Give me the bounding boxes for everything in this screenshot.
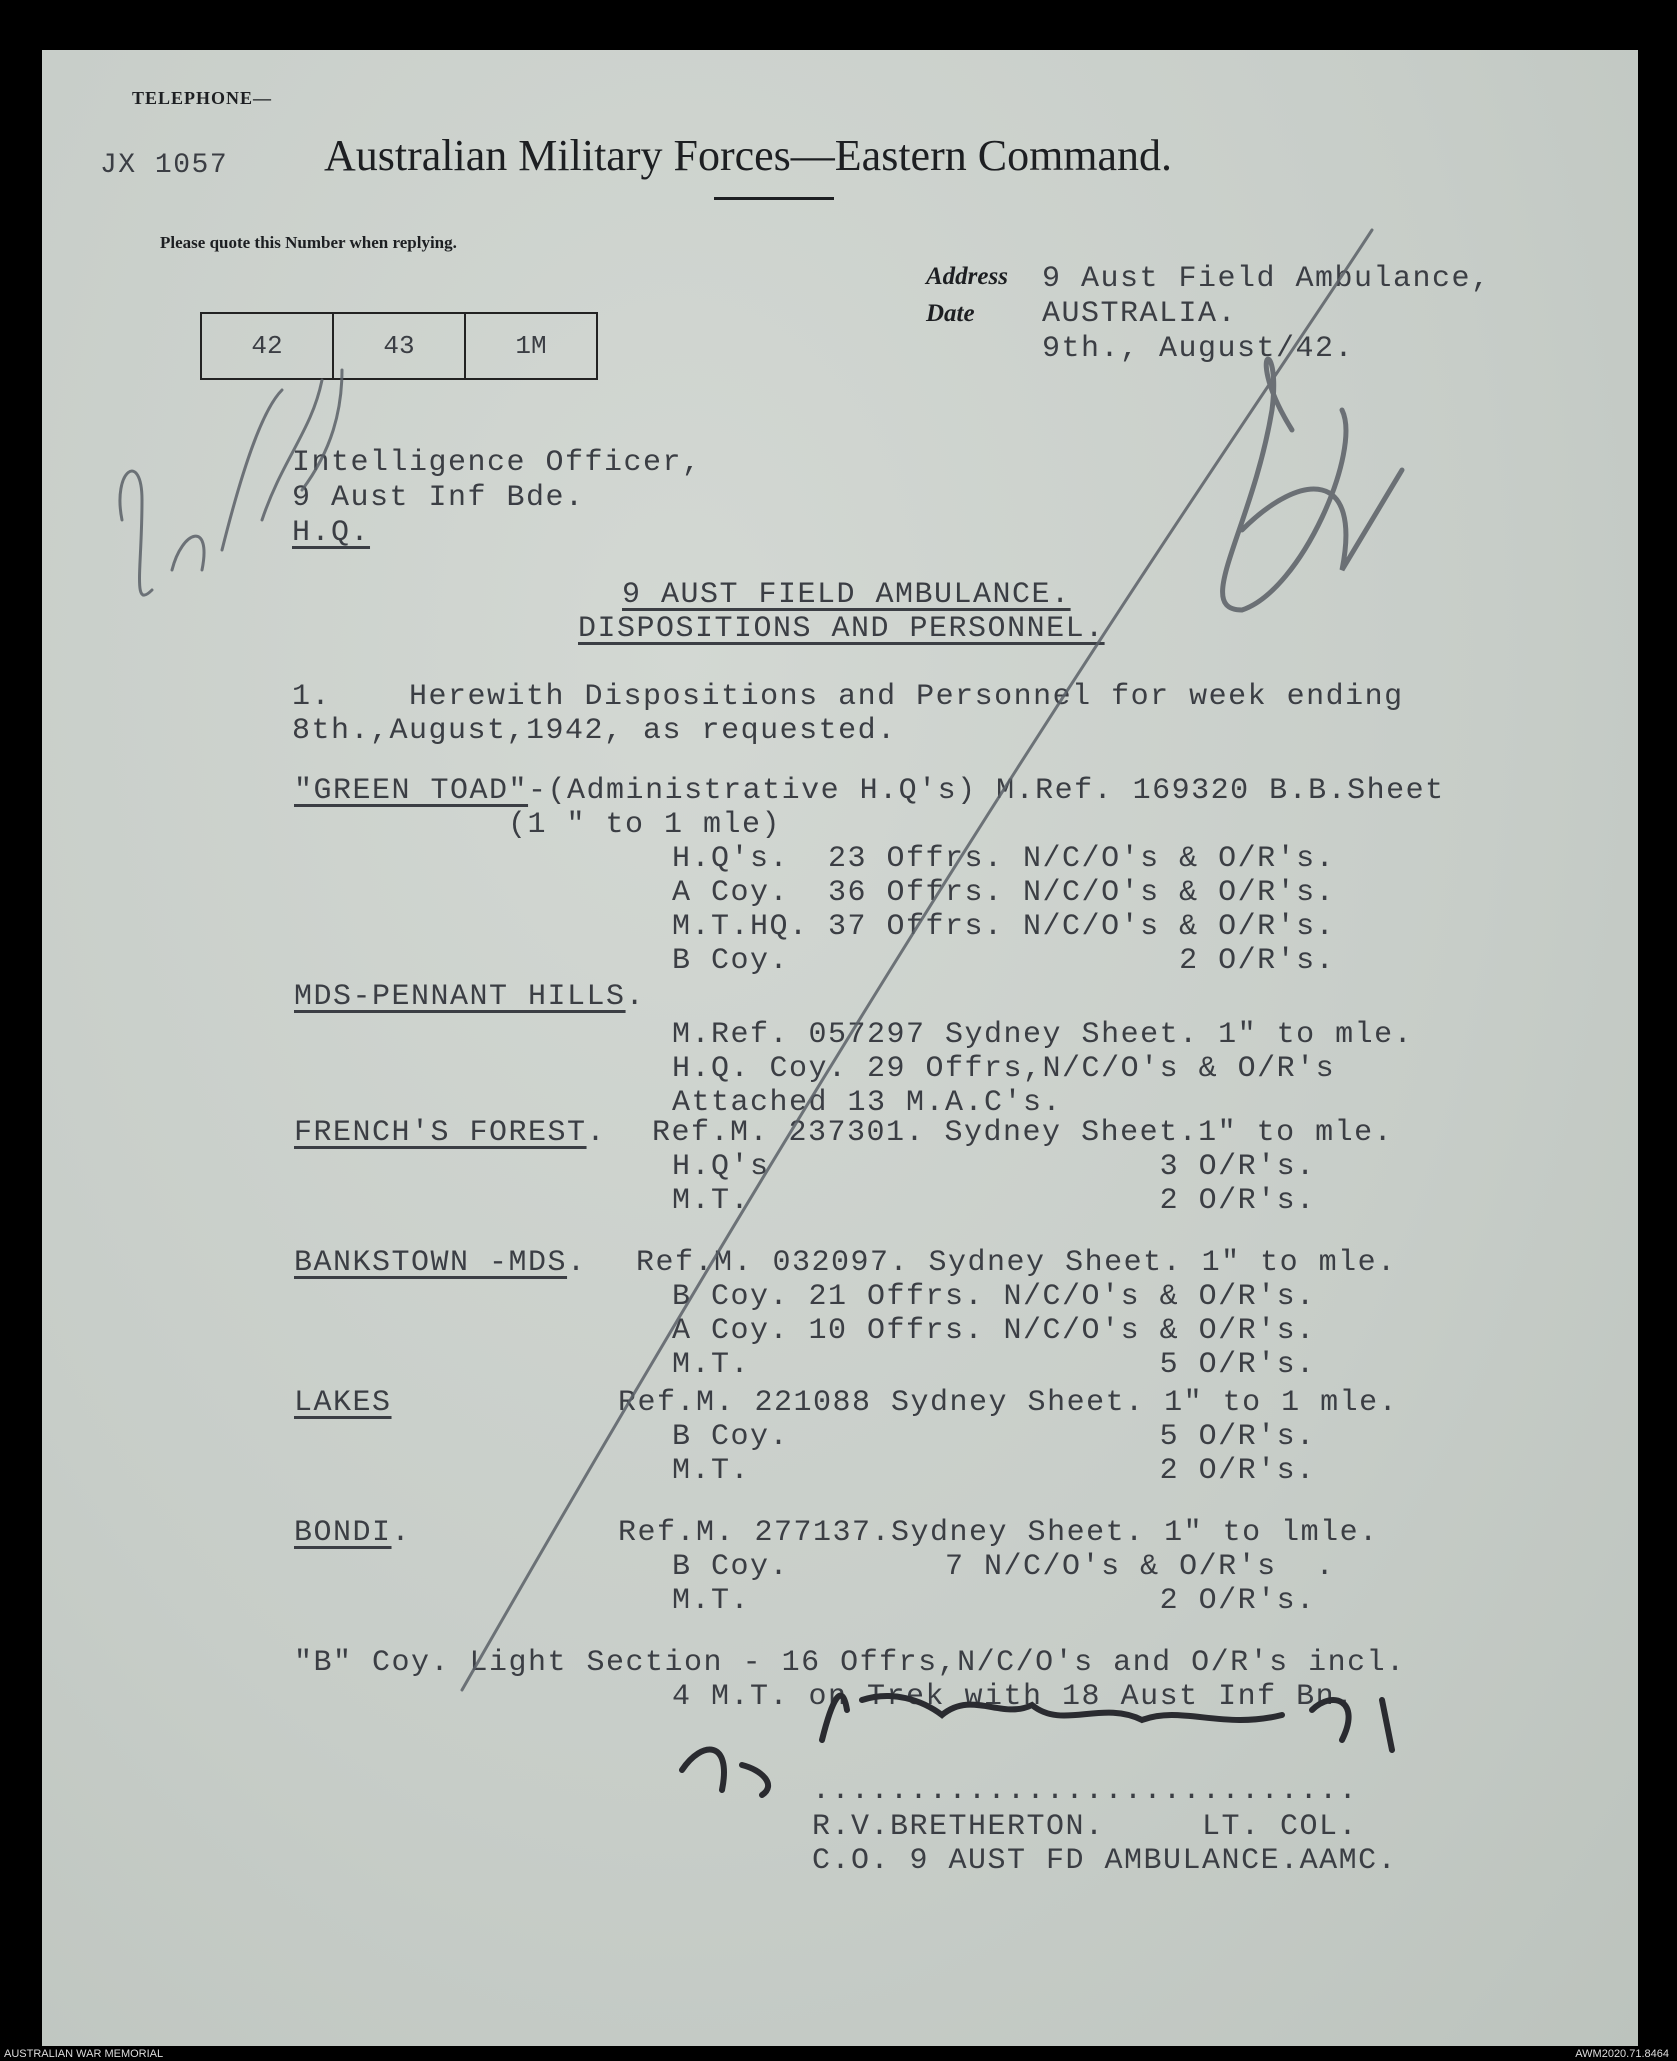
document-sheet	[42, 50, 1638, 2046]
ink-signature	[822, 1696, 1392, 1750]
footer-right: AWM2020.71.8464	[1575, 2048, 1669, 2060]
recipient-line-2: 9 Aust Inf Bde.	[292, 481, 585, 515]
address-label: Address	[926, 263, 1008, 290]
location-frenchs-forest: FRENCH'S FOREST.	[294, 1116, 607, 1150]
map-reference: Ref.M. 221088 Sydney Sheet. 1" to 1 mle.	[618, 1386, 1399, 1420]
reference-cell: 42	[202, 314, 334, 378]
reference-cell: 1M	[515, 331, 547, 361]
light-section-line-2: 4 M.T. on Trek with 18 Aust Inf Bn.	[672, 1680, 1355, 1714]
sender-address-1: 9 Aust Field Ambulance,	[1042, 262, 1491, 296]
map-reference: Ref.M. 032097. Sydney Sheet. 1" to mle.	[636, 1246, 1397, 1280]
date-label: Date	[926, 300, 975, 327]
signatory-name: R.V.BRETHERTON.	[812, 1810, 1105, 1844]
letterhead-title: Australian Military Forces—Eastern Command.	[324, 131, 1173, 180]
personnel-row: B Coy. 21 Offrs. N/C/O's & O/R's.	[672, 1280, 1316, 1314]
recipient-line-3: H.Q.	[292, 516, 371, 550]
personnel-row: M.Ref. 057297 Sydney Sheet. 1" to mle.	[672, 1018, 1414, 1052]
pencil-diagonal-stroke	[462, 230, 1372, 1690]
location-detail: -(Administrative H.Q's) M.Ref. 169320 B.B.Sheet	[528, 774, 1445, 808]
footer-left: AUSTRALIAN WAR MEMORIAL	[4, 2048, 164, 2060]
quote-note: Please quote this Number when replying.	[160, 233, 457, 252]
subject-line-2: DISPOSITIONS AND PERSONNEL.	[578, 612, 1105, 646]
personnel-row: H.Q's. 23 Offrs. N/C/O's & O/R's.	[672, 842, 1336, 876]
location-name: LAKES	[294, 1386, 392, 1420]
personnel-row: B Coy. 5 O/R's.	[672, 1420, 1316, 1454]
personnel-row: M.T. 2 O/R's.	[672, 1184, 1316, 1218]
body-line-1: 1. Herewith Dispositions and Personnel for week ending	[292, 680, 1404, 714]
personnel-row: H.Q. Coy. 29 Offrs,N/C/O's & O/R's	[672, 1052, 1336, 1086]
pencil-initials	[1223, 359, 1402, 610]
letter-date: 9th., August/42.	[1042, 332, 1355, 366]
subject-line-1: 9 AUST FIELD AMBULANCE.	[622, 578, 1071, 612]
telephone-number: JX 1057	[100, 150, 229, 181]
ink-per-mark	[682, 1750, 768, 1795]
reference-cell: 43	[334, 314, 466, 378]
personnel-row: A Coy. 36 Offrs. N/C/O's & O/R's.	[672, 876, 1336, 910]
telephone-label: TELEPHONE—	[132, 88, 273, 108]
map-reference: Ref.M. 277137.Sydney Sheet. 1" to lmle.	[618, 1516, 1379, 1550]
body-line-2: 8th.,August,1942, as requested.	[292, 714, 897, 748]
personnel-row: M.T.HQ. 37 Offrs. N/C/O's & O/R's.	[672, 910, 1336, 944]
light-section-line-1: "B" Coy. Light Section - 16 Offrs,N/C/O's and O/R's incl.	[294, 1646, 1406, 1680]
signature-dots: ............................	[812, 1774, 1359, 1808]
location-bankstown: BANKSTOWN -MDS.	[294, 1246, 587, 1280]
signatory-title: C.O. 9 AUST FD AMBULANCE.AAMC.	[812, 1844, 1398, 1878]
personnel-row: Attached 13 M.A.C's.	[672, 1086, 1063, 1120]
personnel-row: B Coy. 2 O/R's.	[672, 944, 1336, 978]
handwritten-annotations	[42, 50, 1638, 2046]
signatory-rank: LT. COL.	[1202, 1810, 1359, 1844]
location-name: BONDI	[294, 1516, 392, 1550]
scale-note: (1 " to 1 mle)	[508, 808, 782, 842]
location-name: MDS-PENNANT HILLS	[294, 980, 626, 1014]
personnel-row: B Coy. 7 N/C/O's & O/R's .	[672, 1550, 1336, 1584]
personnel-row: M.T. 2 O/R's.	[672, 1584, 1316, 1618]
personnel-row: H.Q's 3 O/R's.	[672, 1150, 1316, 1184]
location-name: BANKSTOWN -MDS	[294, 1246, 568, 1280]
pencil-margin-note	[120, 370, 342, 595]
recipient-line-1: Intelligence Officer,	[292, 446, 702, 480]
location-name: "GREEN TOAD"	[294, 774, 529, 808]
sender-address-2: AUSTRALIA.	[1042, 297, 1238, 331]
location-name: FRENCH'S FOREST	[294, 1116, 587, 1150]
location-bondi: BONDI.	[294, 1516, 412, 1550]
location-pennant-hills: MDS-PENNANT HILLS.	[294, 980, 646, 1014]
map-reference: Ref.M. 237301. Sydney Sheet.1" to mle.	[652, 1116, 1394, 1150]
personnel-row: M.T. 5 O/R's.	[672, 1348, 1316, 1382]
personnel-row: M.T. 2 O/R's.	[672, 1454, 1316, 1488]
personnel-row: A Coy. 10 Offrs. N/C/O's & O/R's.	[672, 1314, 1316, 1348]
